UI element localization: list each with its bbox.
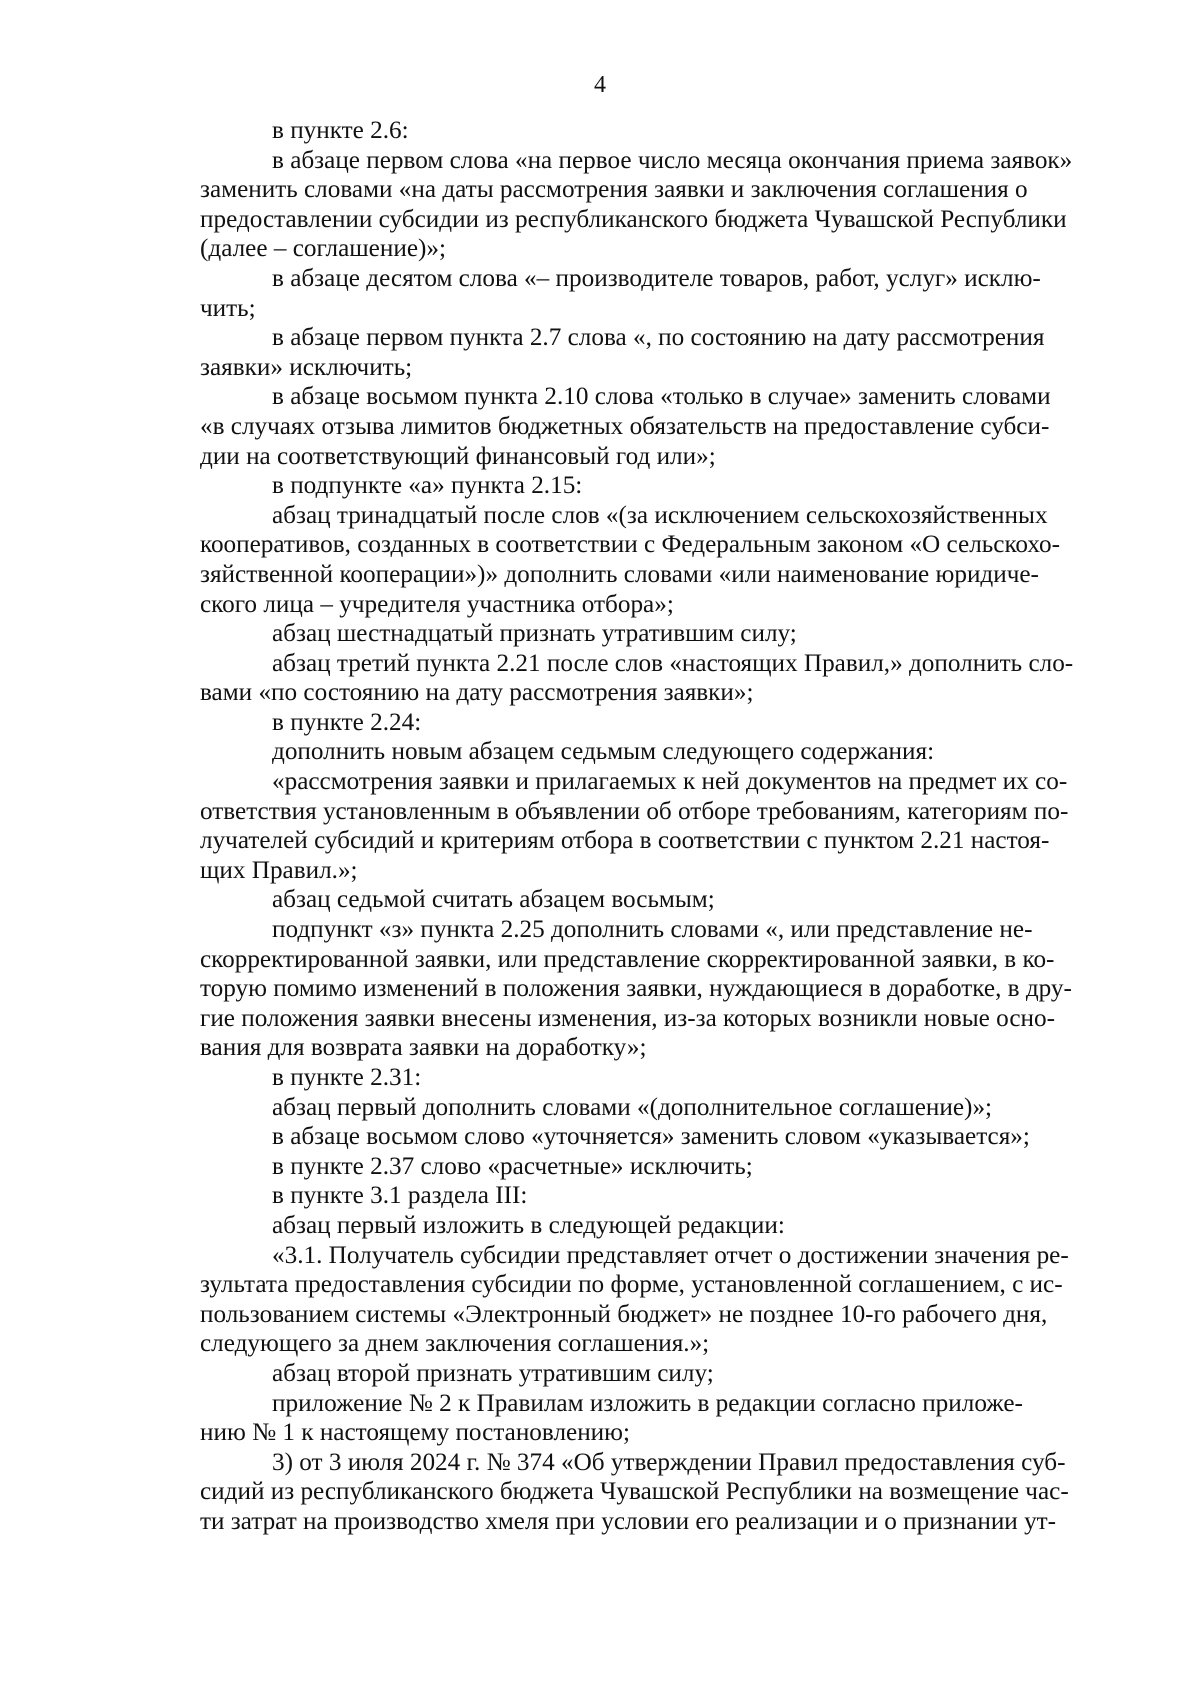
paragraph: в подпункте «а» пункта 2.15: (272, 472, 583, 500)
paragraph: в абзаце восьмом пункта 2.10 слова «только в случае» заменить словами «в случаях отзыва лимитов бюджетных обязательств на предоставление субси- дии на соответствующий финансовый год или»; (200, 383, 1051, 470)
paragraph: в пункте 2.31: (272, 1064, 422, 1091)
paragraph: в пункте 2.24: (272, 708, 422, 736)
paragraph: в пункте 3.1 раздела III: (272, 1182, 528, 1210)
page-number: 4 (594, 72, 606, 98)
paragraph: абзац второй признать утратившим силу; (272, 1359, 714, 1387)
document-body (200, 116, 1117, 1537)
paragraph: абзац седьмой считать абзацем восьмым; (272, 886, 715, 914)
paragraph: абзац тринадцатый после слов «(за исключением сельскохозяйственных кооперативов, созданных в соответствии с Федеральным законом «О сельскохо- зяйственной кооперации»)» дополнить словами «или наименование юридиче- ского лица – учредителя участника отбора»; (200, 501, 1060, 618)
paragraph: абзац первый дополнить словами «(дополнительное соглашение)»; (272, 1093, 993, 1121)
paragraph: в абзаце восьмом слово «уточняется» заменить словом «указывается»; (272, 1123, 1030, 1151)
paragraph: подпункт «з» пункта 2.25 дополнить словами «, или представление не- скорректированной заявки, или представление скорректированной заявки, в ко- торую помимо изменений в положения заявки, нуждающиеся в доработке, в дру- гие положения заявки внесены изменения, из-за которых возникли новые осно- вания для возврата заявки на доработку»; (200, 916, 1072, 1062)
paragraph: «3.1. Получатель субсидии представляет отчет о достижении значения ре- зультата предоставления субсидии по форме, установленной соглашением, с ис- пользованием системы «Электронный бюджет» не позднее 10-го рабочего дня, следующего за днем заключения соглашения.»; (200, 1241, 1069, 1358)
paragraph: дополнить новым абзацем седьмым следующего содержания: (272, 738, 935, 766)
paragraph: абзац третий пункта 2.21 после слов «настоящих Правил,» дополнить сло- вами «по состоянию на дату рассмотрения заявки»; (200, 649, 1074, 707)
paragraph: в пункте 2.37 слово «расчетные» исключить; (272, 1152, 753, 1180)
paragraph: абзац шестнадцатый признать утратившим силу; (272, 620, 797, 648)
paragraph: «рассмотрения заявки и прилагаемых к ней документов на предмет их со- ответствия установленным в объявлении об отборе требованиям, категориям по- лучателей субсидий и критериям отбора в соответствии с пунктом 2.21 настоя- щих Правил.»; (200, 768, 1069, 884)
paragraph: абзац первый изложить в следующей редакции: (272, 1211, 785, 1239)
paragraph: в абзаце десятом слова «– производителе товаров, работ, услуг» исклю- чить; (200, 264, 1041, 322)
paragraph: в абзаце первом слова «на первое число месяца окончания приема заявок» заменить словами «на даты рассмотрения заявки и заключения соглашения о предоставлении субсидии из республиканского бюджета Чувашской Республики (далее – соглашение)»; (200, 146, 1073, 263)
paragraph: в абзаце первом пункта 2.7 слова «, по состоянию на дату рассмотрения заявки» исключить; (200, 324, 1045, 381)
paragraph: приложение № 2 к Правилам изложить в редакции согласно приложе- нию № 1 к настоящему постановлению; (200, 1389, 1023, 1447)
paragraph: в пункте 2.6: (272, 117, 409, 144)
paragraph: 3) от 3 июля 2024 г. № 374 «Об утверждении Правил предоставления суб- сидий из республиканского бюджета Чувашской Республики на возмещение час- ти затрат на производство хмеля при условии его реализации и о признании ут- (200, 1448, 1069, 1535)
